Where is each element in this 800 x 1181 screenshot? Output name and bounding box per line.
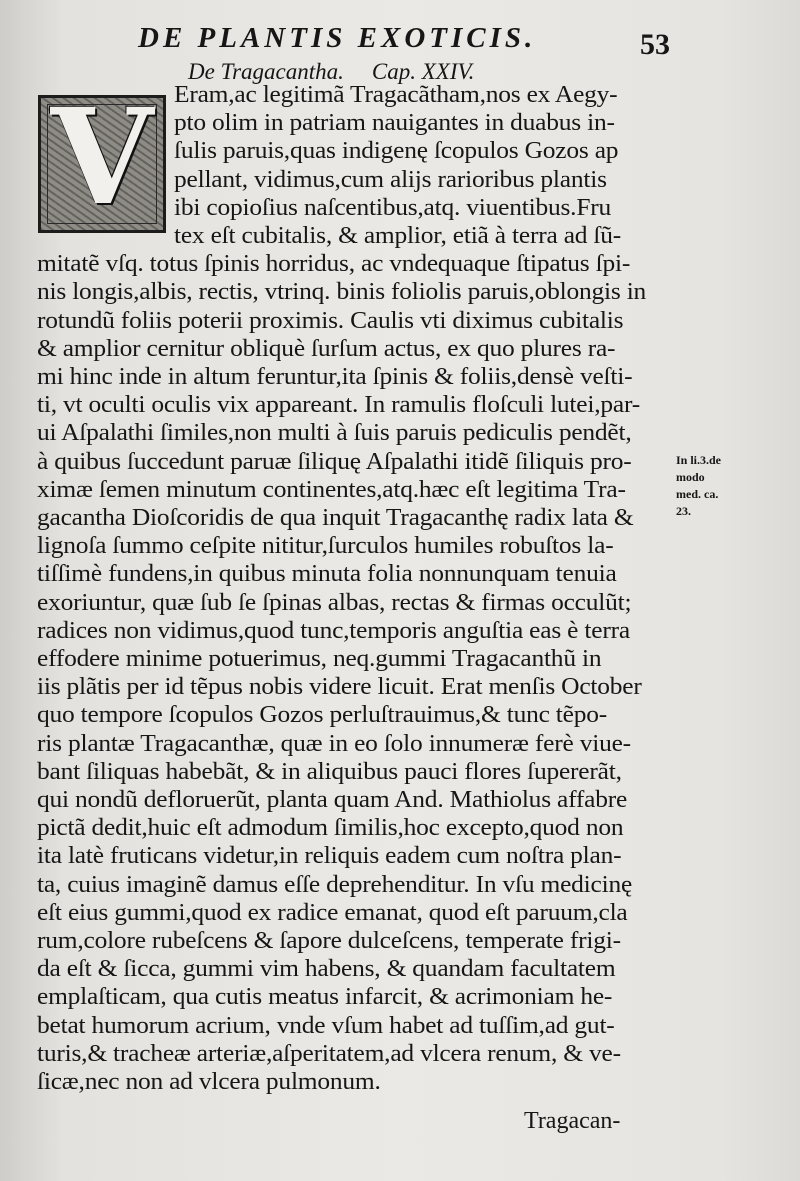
body-line: radices non vidimus,quod tunc,temporis anguſtia eas è terra	[37, 617, 630, 644]
body-line: & amplior cernitur obliquè ſurſum actus, ex quo plures ra-	[37, 335, 616, 362]
body-line: lignoſa ſummo ceſpite nititur,ſurculos humiles robuſtos la-	[37, 533, 614, 560]
body-line: mitatẽ vſq. totus ſpinis horridus, ac vndequaque ſtipatus ſpi-	[37, 251, 631, 278]
chapter-title: De Tragacantha.	[188, 59, 344, 84]
margin-note-line: med. ca.	[676, 487, 719, 501]
body-line: ita latè fruticans videtur,in reliquis eadem cum noſtra plan-	[37, 843, 622, 870]
body-line: betat humorum acrium, vnde vſum habet ad tuſſim,ad gut-	[37, 1012, 615, 1039]
body-line: ta, cuius imaginẽ damus eſſe deprehenditur. In vſu medicinę	[37, 871, 633, 898]
body-line: exoriuntur, quæ ſub ſe ſpinas albas, rectas & firmas occulũt;	[37, 589, 632, 616]
body-line: eſt eius gummi,quod ex radice emanat, quod eſt paruum,cla	[37, 899, 628, 926]
body-line: pellant, vidimus,cum alijs rarioribus plantis	[174, 166, 607, 193]
body-line: ris plantæ Tragacanthæ, quæ in eo ſolo innumeræ ferè viue-	[37, 730, 631, 757]
body-line: effodere minime potuerimus, neq.gummi Tragacanthũ in	[37, 646, 602, 672]
body-line: turis,& tracheæ arteriæ,aſperitatem,ad vlcera renum, & ve-	[37, 1040, 621, 1067]
body-line: quo tempore ſcopulos Gozos perluſtrauimus,& tunc tẽpo-	[37, 702, 608, 729]
body-line: Eram,ac legitimã Tragacãtham,nos ex Aegy-	[174, 82, 618, 108]
body-line: tex eſt cubitalis, & amplior, etiã à terra ad ſũ-	[174, 223, 622, 249]
body-line: da eſt & ſicca, gummi vim habens, & quandam facultatem	[37, 956, 616, 983]
body-line: ſulis paruis,quas indigenę ſcopulos Gozos ap	[174, 138, 619, 165]
body-line: pto olim in patriam nauigantes in duabus in-	[174, 110, 615, 137]
page-number: 53	[640, 28, 670, 61]
body-line: nis longis,albis, rectis, vtrinq. binis foliolis paruis,oblongis in	[37, 279, 647, 306]
body-line: à quibus ſuccedunt paruæ ſiliquę Aſpalathi itidẽ ſiliquis pro-	[37, 448, 632, 475]
body-line: rotundũ foliis poterii proximis. Caulis vti diximus cubitalis	[37, 307, 624, 334]
catchword: Tragacan-	[524, 1108, 621, 1134]
chapter-number: Cap. XXIV.	[371, 59, 475, 84]
body-line: pictã dedit,huic eſt admodum ſimilis,hoc excepto,quod non	[37, 815, 624, 842]
body-line: iis plãtis per id tẽpus nobis videre licuit. Erat menſis October	[37, 674, 642, 701]
body-line: mi hinc inde in altum feruntur,ita ſpinis & foliis,densè veſti-	[37, 364, 633, 390]
margin-note-line: modo	[676, 470, 705, 484]
body-line: rum,colore rubeſcens & ſapore dulceſcens, temperate frigi-	[37, 928, 621, 954]
initial-letter: V	[50, 95, 154, 233]
margin-note-line: In li.3.de	[676, 453, 722, 467]
body-line: ximæ ſemen minutum continentes,atq.hæc eſt legitima Tra-	[37, 476, 626, 503]
margin-note-line: 23.	[676, 504, 691, 518]
body-line: bant ſiliquas habebãt, & in aliquibus pauci flores ſupererãt,	[37, 758, 622, 785]
body-line: tiſſimè fundens,in quibus minuta folia nonnunquam tenuia	[37, 561, 617, 588]
body-line: ibi copioſius naſcentibus,atq. viuentibus.Fru	[174, 194, 612, 221]
body-line: qui nondũ defloruerũt, planta quam And. Mathiolus affabre	[37, 787, 628, 813]
body-line: gacantha Dioſcoridis de qua inquit Tragacanthę radix lata &	[37, 505, 634, 531]
body-line: ui Aſpalathi ſimiles,non multi à ſuis paruis pediculis pendẽt,	[37, 420, 632, 447]
body-line: emplaſticam, qua cutis meatus infarcit, & acrimoniam he-	[37, 984, 613, 1011]
body-line: ti, vt oculti oculis vix appareant. In ramulis floſculi lutei,par-	[37, 392, 640, 419]
decorated-initial	[38, 95, 166, 233]
body-line: ſicæ,nec non ad vlcera pulmonum.	[37, 1069, 381, 1095]
running-title: DE PLANTIS EXOTICIS.	[138, 22, 537, 54]
